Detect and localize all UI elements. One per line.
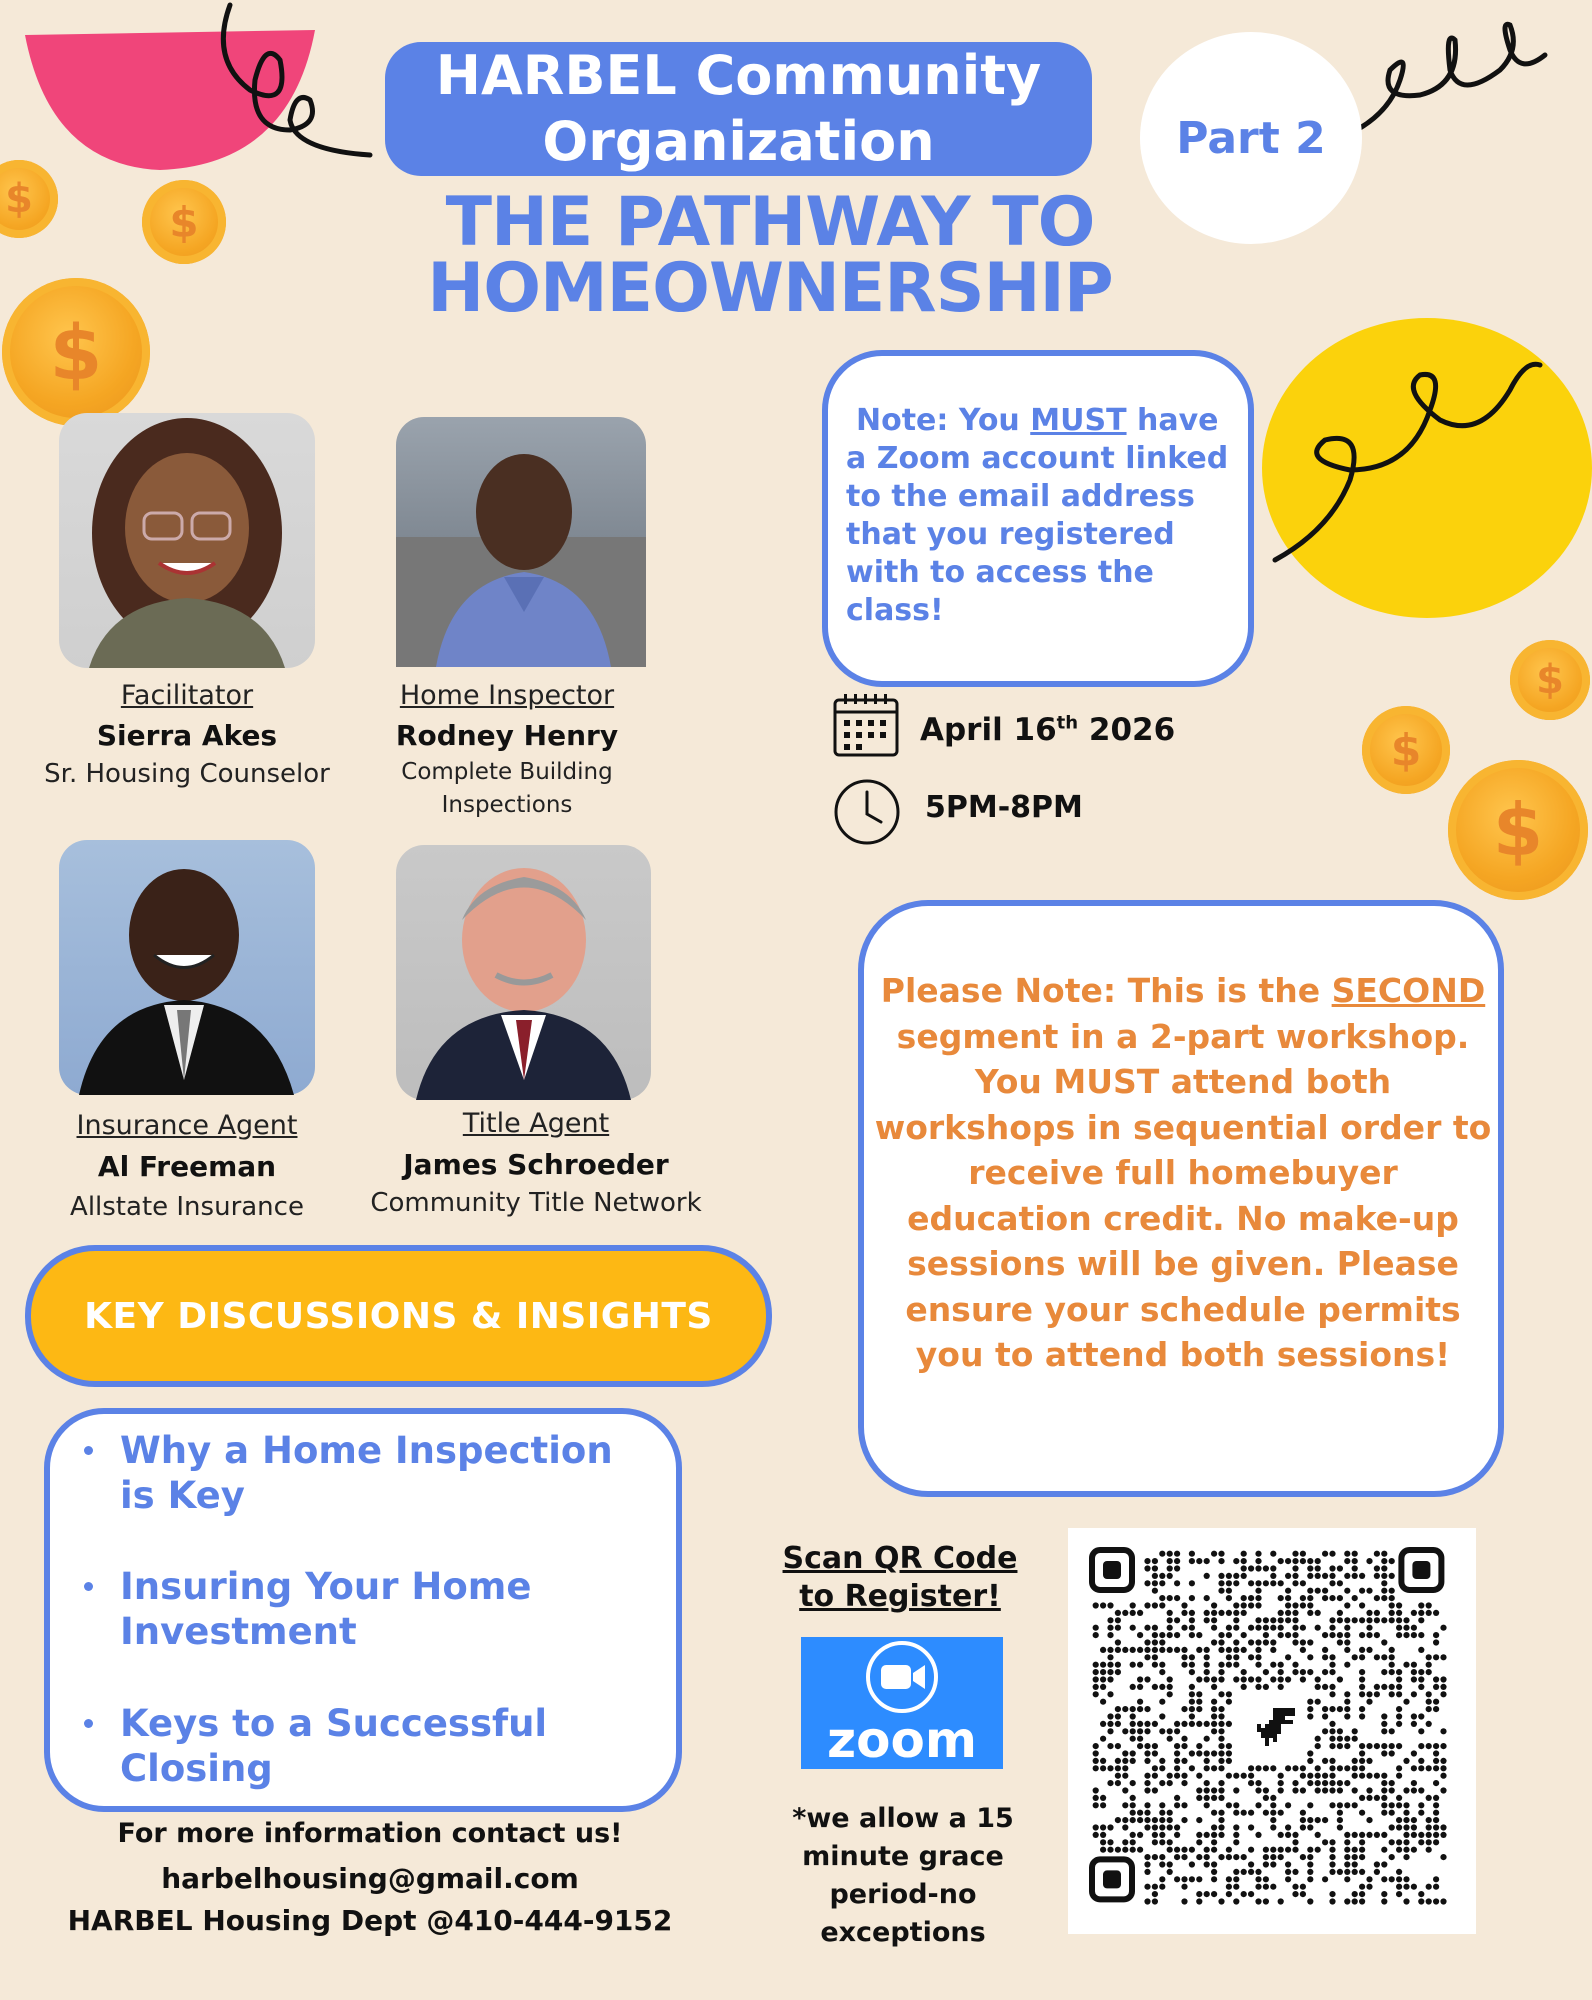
presenter-role: Title Agent <box>462 1108 610 1139</box>
part-label: Part 2 <box>1176 112 1326 164</box>
topic-line2: is Key <box>120 1474 245 1517</box>
bullet-icon <box>84 1446 93 1455</box>
org-name-banner <box>385 42 1092 176</box>
presenter-name: James Schroeder <box>403 1148 669 1181</box>
scan-label-line1: Scan QR Code <box>782 1541 1018 1576</box>
workshop-note-part2: segment in a 2-part workshop. You MUST attend both workshops in sequential order to receive full homebuyer education credit. No make-up sessions will be given. Please ensure your schedule permits you to attend both sessions! <box>874 1016 1492 1374</box>
topic-line1: Keys to a Successful <box>120 1702 548 1745</box>
event-date-year: 2026 <box>1088 712 1176 748</box>
topics-list <box>44 1408 682 1812</box>
grace-period-note <box>768 1800 1038 1952</box>
presenter-org: Sr. Housing Counselor <box>44 759 330 789</box>
grace-line1: *we allow a 15 <box>792 1803 1014 1834</box>
workshop-note-part1: Please Note: This is the <box>880 971 1321 1010</box>
presenter-org-line2: Inspections <box>441 792 573 818</box>
topic-line2: Closing <box>120 1747 273 1790</box>
coin-icon: $ <box>1362 706 1450 794</box>
clock-icon <box>833 778 901 846</box>
qr-code-icon <box>1068 1528 1476 1934</box>
list-item <box>120 1564 680 1654</box>
org-name-line2: Organization <box>542 110 935 173</box>
presenter-role: Home Inspector <box>399 680 615 711</box>
presenter-name: Al Freeman <box>97 1150 277 1183</box>
workshop-note-second: SECOND <box>1331 971 1486 1010</box>
photo-rodney-henry <box>396 417 646 667</box>
scan-qr-label <box>735 1540 1065 1616</box>
presenter-org-line1: Complete Building <box>401 759 613 785</box>
portrait-icon <box>59 413 315 668</box>
portrait-icon <box>396 845 651 1100</box>
squiggle-decoration <box>1270 330 1545 570</box>
title-line1: THE PATHWAY TO <box>445 183 1095 262</box>
zoom-note-must: MUST <box>1030 403 1127 438</box>
event-time: 5PM-8PM <box>925 790 1083 825</box>
squiggle-decoration <box>1360 0 1545 140</box>
topic-line1: Why a Home Inspection <box>120 1429 613 1472</box>
qr-code[interactable] <box>1068 1528 1476 1934</box>
event-date-sup: th <box>1056 712 1079 734</box>
topic-line1: Insuring Your Home <box>120 1565 532 1608</box>
presenter-org: Community Title Network <box>370 1188 702 1218</box>
zoom-note-prefix: Note: You <box>856 403 1020 438</box>
presenter-name: Sierra Akes <box>96 719 278 752</box>
grace-line4: exceptions <box>820 1917 986 1948</box>
presenter-org: Allstate Insurance <box>70 1192 304 1222</box>
list-item <box>120 1428 680 1518</box>
key-discussions-label: KEY DISCUSSIONS & INSIGHTS <box>84 1295 713 1337</box>
topic-line2: Investment <box>120 1610 357 1653</box>
key-discussions-banner <box>25 1245 772 1387</box>
squiggle-decoration <box>210 0 390 170</box>
portrait-icon <box>59 840 315 1095</box>
contact-heading: For more information contact us! <box>117 1818 623 1849</box>
page-title <box>270 183 1270 328</box>
presenter-role: Facilitator <box>120 680 254 711</box>
coin-icon: $ <box>1448 760 1588 900</box>
coin-icon: $ <box>142 180 226 264</box>
title-line2: HOMEOWNERSHIP <box>427 249 1113 328</box>
presenter-role: Insurance Agent <box>76 1110 298 1141</box>
photo-sierra-akes <box>59 413 315 668</box>
grace-line3: period-no <box>829 1879 977 1910</box>
contact-email[interactable]: harbelhousing@gmail.com <box>161 1862 579 1895</box>
zoom-note-rest: have a Zoom account linked to the email address that you registered with to access the class! <box>846 403 1229 628</box>
part-badge <box>1140 32 1362 244</box>
event-date-main: April 16 <box>920 712 1057 748</box>
calendar-icon <box>832 692 900 758</box>
presenter-name: Rodney Henry <box>395 719 619 752</box>
workshop-note <box>858 900 1504 1497</box>
contact-phone[interactable]: HARBEL Housing Dept @410-444-9152 <box>67 1904 673 1937</box>
zoom-wordmark: zoom <box>827 1711 977 1769</box>
presenter-org <box>357 756 657 822</box>
workshop-note-text <box>872 968 1494 1378</box>
photo-al-freeman <box>59 840 315 1095</box>
coin-icon: $ <box>2 278 150 426</box>
coin-icon: $ <box>0 160 58 238</box>
bullet-icon <box>84 1582 93 1591</box>
bullet-icon <box>84 1719 93 1728</box>
coin-icon: $ <box>1510 640 1590 720</box>
scan-label-line2: to Register! <box>799 1579 1001 1614</box>
org-name-line1: HARBEL Community <box>435 44 1042 107</box>
zoom-logo <box>801 1637 1003 1769</box>
event-date <box>920 712 1175 748</box>
photo-james-schroeder <box>396 845 651 1100</box>
list-item <box>120 1701 680 1791</box>
zoom-account-note <box>822 350 1254 687</box>
zoom-note-text <box>846 402 1244 630</box>
portrait-icon <box>396 417 646 667</box>
grace-line2: minute grace <box>802 1841 1004 1872</box>
